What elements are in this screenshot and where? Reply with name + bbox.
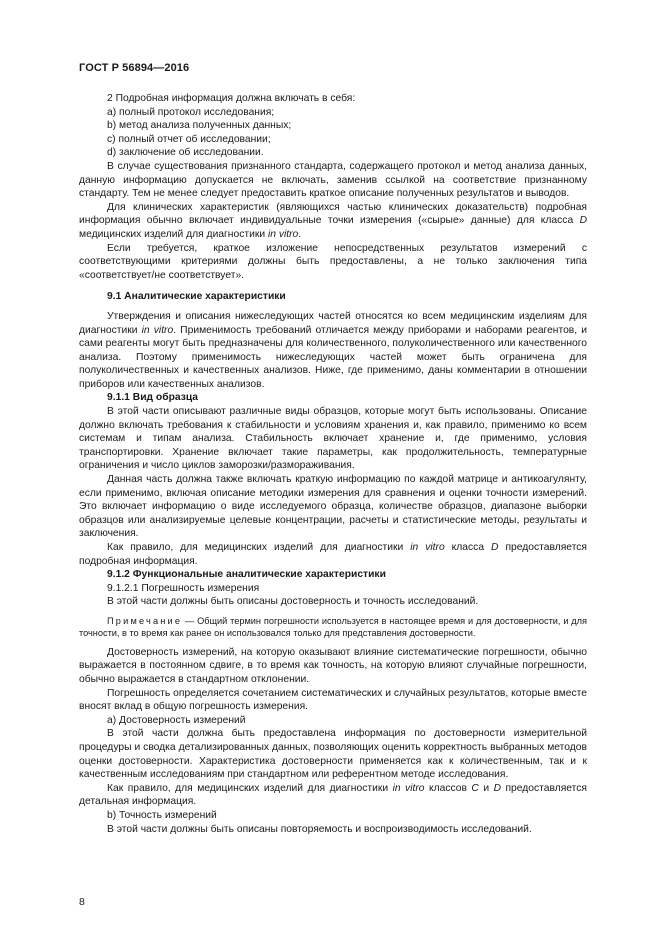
paragraph-a: В этой части должна быть предоставлена информация по достоверности измерительной процедуры и сводка детализированных данных, позволяющих оценить корректность выбранных методов оценки достоверности. Характеристика достоверности применяется как к количественным, так и к качественным исследованиям при стандартном или референтном методе исследования. xyxy=(79,728,587,781)
paragraph-brief: Если требуется, краткое изложение непосредственных результатов измерений с соответствующими критериями должны быть предоставлены, а не только заключения типа «соответствует/не соответствует». xyxy=(79,242,587,281)
document-header: ГОСТ Р 56894—2016 xyxy=(79,62,190,74)
note-label: Примечание xyxy=(107,615,183,626)
paragraph-error: Погрешность определяется сочетанием систематических и случайных результатов, которые вместе вносят вклад в общую погрешность измерения. xyxy=(79,687,587,713)
paragraph-b: В этой части должны быть описаны повторяемость и воспроизводимость исследований. xyxy=(107,823,532,835)
paragraph-9-1: Утверждения и описания нижеследующих частей относятся ко всем медицинским изделиям для диагностики in vitro. Применимость требований отличается между приборами и наборами реагентов, и сами реагенты могут быть предназначены для количественного, полуколичественного или качественного анализа. Поэтому применимость нижеследующих частей может быть ограничена для полуколичественных и качественных анализов. Ниже, где применимо, даны комментарии в отношении приборов или качественных анализов. xyxy=(79,310,587,390)
list-item: c) полный отчет об исследовании; xyxy=(107,133,271,145)
item-a-title: a) Достоверность измерений xyxy=(107,714,246,726)
paragraph-standard: В случае существования признанного стандарта, содержащего протокол и метод анализа данных, данную информацию допускается не включать, заменив ссылкой на соответствие признанному стандарту. Тем не менее следует предоставить краткое описание полученных результатов и выводов. xyxy=(79,160,587,200)
paragraph-clinical: Для клинических характеристик (являющихся частью клинических доказательств) подробная информация обычно включает индивидуальные точки измерения («сырые» данные) для класса D медицинских изделий для диагностики in vitro. xyxy=(79,201,587,240)
document-body xyxy=(79,92,587,836)
page-number: 8 xyxy=(79,896,85,908)
list-item: b) метод анализа полученных данных; xyxy=(107,120,292,132)
paragraph-rule: Как правило, для медицинских изделий для диагностики in vitro класса D предоставляется подробная информация. xyxy=(79,542,588,567)
paragraph-trueness: Достоверность измерений, на которую оказывают влияние систематические погрешности, обычно выражается в постоянном сдвиге, в то время как точность, на которую влияют случайные погрешности, обычно выражается в стандартном отклонении. xyxy=(79,646,587,685)
list-item: a) полный протокол исследования; xyxy=(107,106,275,118)
paragraph-9-1-2-1: В этой части должны быть описаны достоверность и точность исследований. xyxy=(107,596,479,608)
paragraph-matrix: Данная часть должна также включать краткую информацию по каждой матрице и антикоагулянту, если применимо, включая описание методики измерения для сравнения и оценки точности измерений. Это включает информацию о виде исследуемого образца, количестве образцов, диапазоне выборки образцов или анализируемые целевые концентрации, расчеты и статистические методы, результаты и заключения. xyxy=(79,474,587,540)
item-b-title: b) Точность измерений xyxy=(107,809,217,821)
heading-9-1-2-1: 9.1.2.1 Погрешность измерения xyxy=(107,582,260,594)
note: Примечание — Общий термин погрешности используется в настоящее время и для достоверности, и для точности, в то время как ранее он использовался только для представления достоверности. xyxy=(79,615,587,639)
list-item: d) заключение об исследовании. xyxy=(107,147,264,159)
section-2-intro: 2 Подробная информация должна включать в себя: xyxy=(107,93,356,104)
paragraph-9-1-1: В этой части описывают различные виды образцов, которые могут быть использованы. Описание должно включать требования к стабильности и условиям хранения и, как правило, применимо ко всем системам и типам анализа. Стабильность включает хранение и, где применимо, условия транспортировки. Хранение включает такие параметры, как продолжительность, температурные ограничения и число циклов заморозки/размораживания. xyxy=(79,406,587,472)
heading-9-1: 9.1 Аналитические характеристики xyxy=(107,291,286,303)
heading-9-1-2: 9.1.2 Функциональные аналитические характеристики xyxy=(107,569,386,581)
paragraph-rule-2: Как правило, для медицинских изделий для диагностики in vitro классов C и D предоставляется детальная информация. xyxy=(79,782,588,808)
heading-9-1-1: 9.1.1 Вид образца xyxy=(107,392,199,404)
